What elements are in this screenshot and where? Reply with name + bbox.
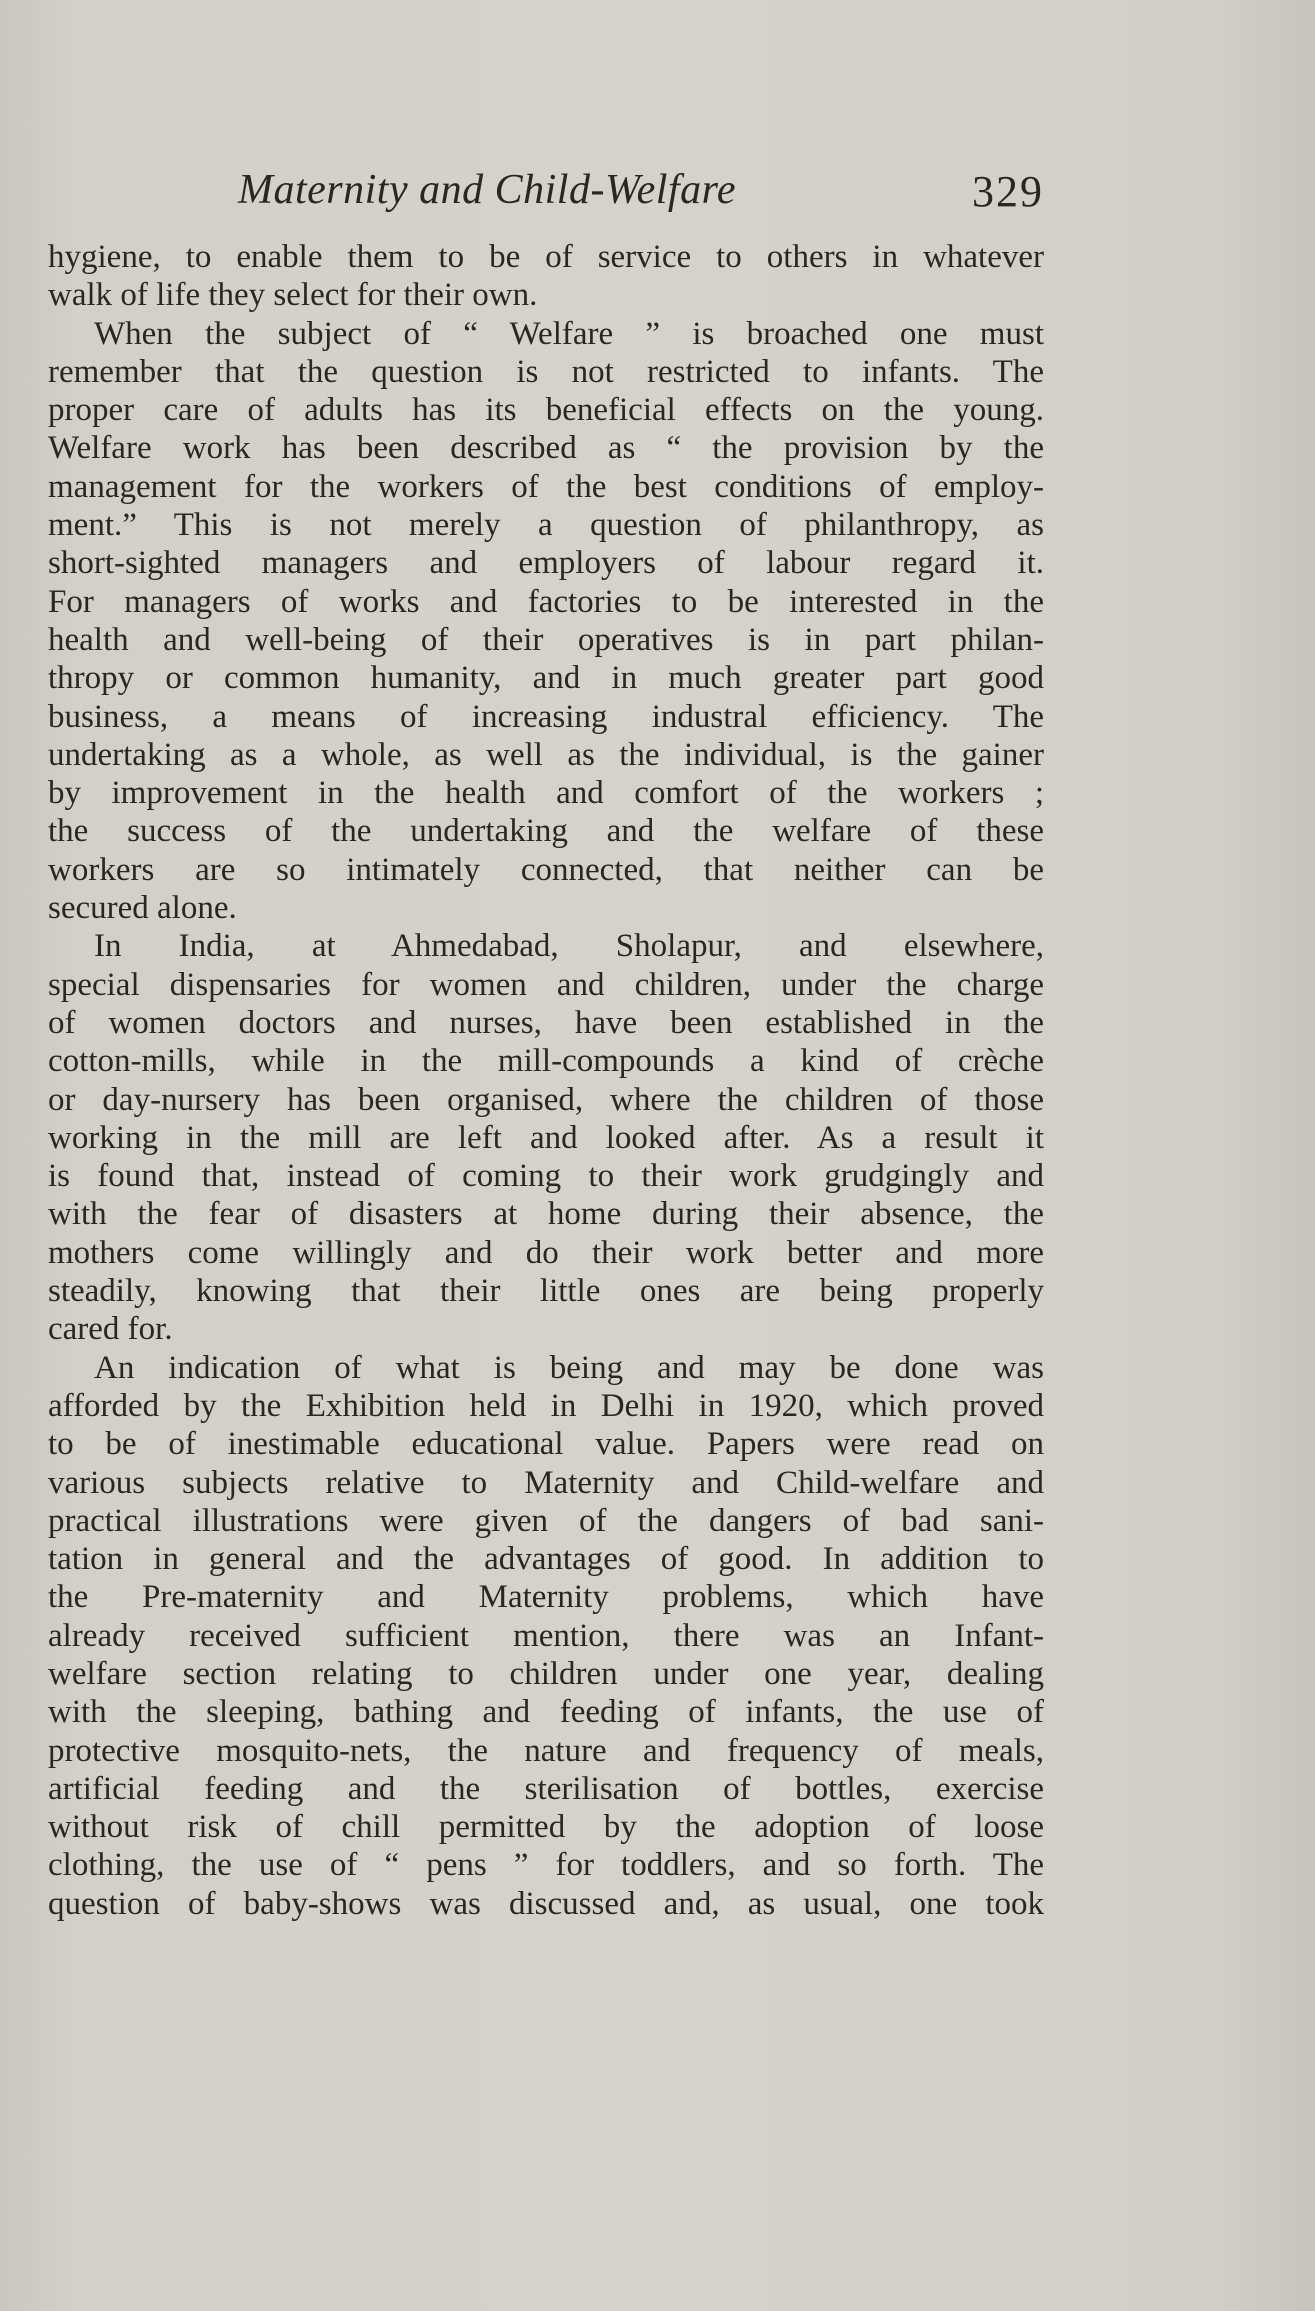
text-line: protective mosquito-nets, the nature and frequency of meals, xyxy=(48,1732,1044,1769)
text-line: An indication of what is being and may be done was xyxy=(94,1349,1044,1386)
text-line: management for the workers of the best conditions of employ- xyxy=(48,468,1044,505)
text-line: health and well-being of their operatives is in part philan- xyxy=(48,621,1044,658)
text-line: working in the mill are left and looked after. As a result it xyxy=(48,1119,1044,1156)
text-line: tation in general and the advantages of good. In addition to xyxy=(48,1541,1044,1578)
text-line: mothers come willingly and do their work better and more xyxy=(48,1234,1044,1271)
text-line: welfare section relating to children under one year, dealing xyxy=(48,1655,1044,1692)
text-line: proper care of adults has its beneficial effects on the young. xyxy=(48,392,1044,429)
text-line: short-sighted managers and employers of labour regard it. xyxy=(48,545,1044,582)
text-line: workers are so intimately connected, that neither can be xyxy=(48,851,1044,888)
text-line: Welfare work has been described as “ the provision by the xyxy=(48,430,1044,467)
text-line: In India, at Ahmedabad, Sholapur, and elsewhere, xyxy=(94,928,1044,965)
text-line: practical illustrations were given of the dangers of bad sani- xyxy=(48,1502,1044,1539)
text-line: undertaking as a whole, as well as the individual, is the gainer xyxy=(48,736,1044,773)
text-line: artificial feeding and the sterilisation of bottles, exercise xyxy=(48,1770,1044,1807)
text-line: steadily, knowing that their little ones are being properly xyxy=(48,1273,1044,1310)
text-line: special dispensaries for women and children, under the charge xyxy=(48,966,1044,1003)
page-number: 329 xyxy=(972,167,1044,216)
text-line: is found that, instead of coming to their work grudgingly and xyxy=(48,1158,1044,1195)
text-line: clothing, the use of “ pens ” for toddlers, and so forth. The xyxy=(48,1847,1044,1884)
text-line: For managers of works and factories to be interested in the xyxy=(48,583,1044,620)
text-line: cared for. xyxy=(48,1311,173,1348)
text-line: by improvement in the health and comfort of the workers ; xyxy=(48,775,1044,812)
text-line: cotton-mills, while in the mill-compounds a kind of crèche xyxy=(48,1043,1044,1080)
text-line: or day-nursery has been organised, where the children of those xyxy=(48,1081,1044,1118)
paragraph xyxy=(48,315,1044,928)
text-line: with the fear of disasters at home during their absence, the xyxy=(48,1196,1044,1233)
text-line: thropy or common humanity, and in much greater part good xyxy=(48,660,1044,697)
text-line: the success of the undertaking and the welfare of these xyxy=(48,813,1044,850)
paragraph xyxy=(48,927,1044,1348)
text-line: various subjects relative to Maternity and Child-welfare and xyxy=(48,1464,1044,1501)
text-line: without risk of chill permitted by the adoption of loose xyxy=(48,1809,1044,1846)
text-line: already received sufficient mention, there was an Infant- xyxy=(48,1617,1044,1654)
text-line: to be of inestimable educational value. Papers were read on xyxy=(48,1426,1044,1463)
paragraph xyxy=(48,238,1044,315)
text-line: When the subject of “ Welfare ” is broached one must xyxy=(94,315,1044,352)
text-line: of women doctors and nurses, have been established in the xyxy=(48,1004,1044,1041)
text-line: hygiene, to enable them to be of service to others in whatever xyxy=(48,239,1044,275)
running-title: Maternity and Child-Welfare xyxy=(238,167,736,213)
text-line: the Pre-maternity and Maternity problems, which have xyxy=(48,1579,1044,1616)
text-line: ment.” This is not merely a question of philanthropy, as xyxy=(48,507,1044,544)
body-text xyxy=(48,238,1044,1923)
text-line: afforded by the Exhibition held in Delhi in 1920, which proved xyxy=(48,1387,1044,1424)
running-head xyxy=(48,166,1044,226)
text-line: business, a means of increasing industral efficiency. The xyxy=(48,698,1044,735)
text-line: with the sleeping, bathing and feeding of infants, the use of xyxy=(48,1694,1044,1731)
text-line: secured alone. xyxy=(48,890,237,927)
text-line: question of baby-shows was discussed and, as usual, one took xyxy=(48,1885,1044,1922)
text-line: remember that the question is not restricted to infants. The xyxy=(48,353,1044,390)
paragraph xyxy=(48,1349,1044,1923)
text-line: walk of life they select for their own. xyxy=(48,277,538,314)
